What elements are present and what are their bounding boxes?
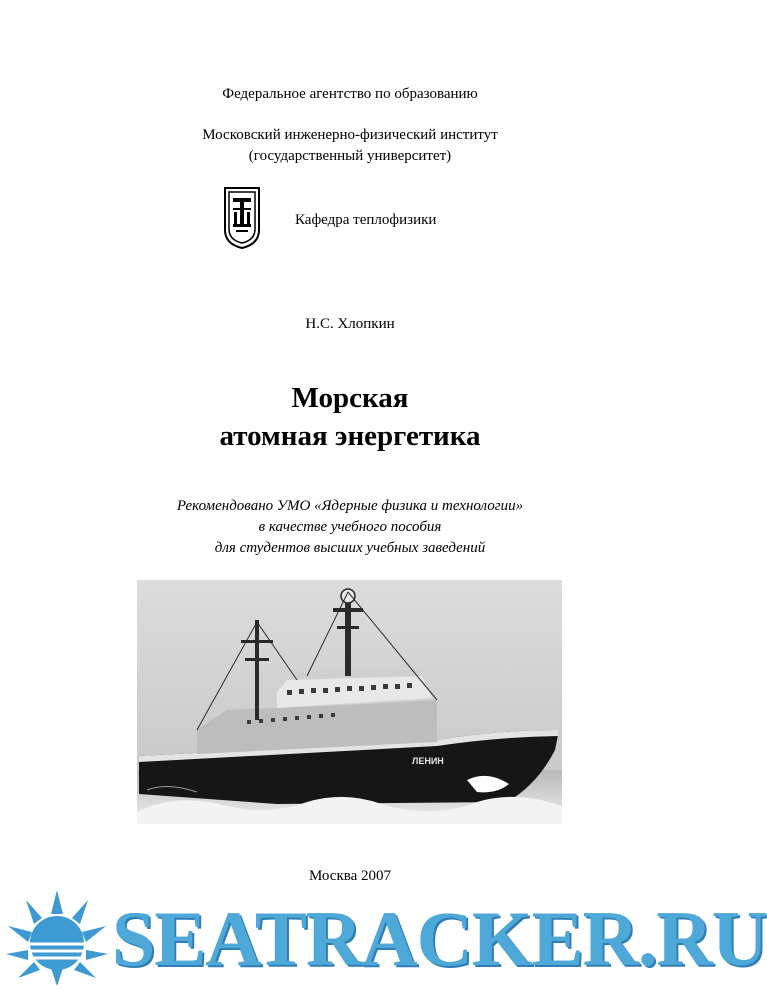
recommendation-line-1: Рекомендовано УМО «Ядерные физика и технологии» <box>176 498 524 514</box>
department-logo-icon <box>222 186 262 250</box>
author-name: Н.С. Хлопкин <box>305 316 395 332</box>
institute-name: Московский инженерно-физический институт <box>202 127 498 143</box>
watermark-text: SEATRACKER.RU <box>112 895 767 982</box>
publication-place-year: Москва 2007 <box>308 868 392 884</box>
sun-logo-icon <box>4 888 110 988</box>
recommendation-line-3: для студентов высших учебных заведений <box>214 540 486 556</box>
book-title-line-1: Морская <box>291 382 409 414</box>
ship-name-label: ЛЕНИН <box>412 756 444 766</box>
institute-status: (государственный университет) <box>248 148 452 164</box>
icebreaker-photo <box>137 580 562 824</box>
department-name: Кафедра теплофизики <box>295 212 437 228</box>
agency-name: Федеральное агентство по образованию <box>222 86 478 102</box>
recommendation-line-2: в качестве учебного пособия <box>258 519 442 535</box>
book-title-line-2: атомная энергетика <box>219 420 481 452</box>
